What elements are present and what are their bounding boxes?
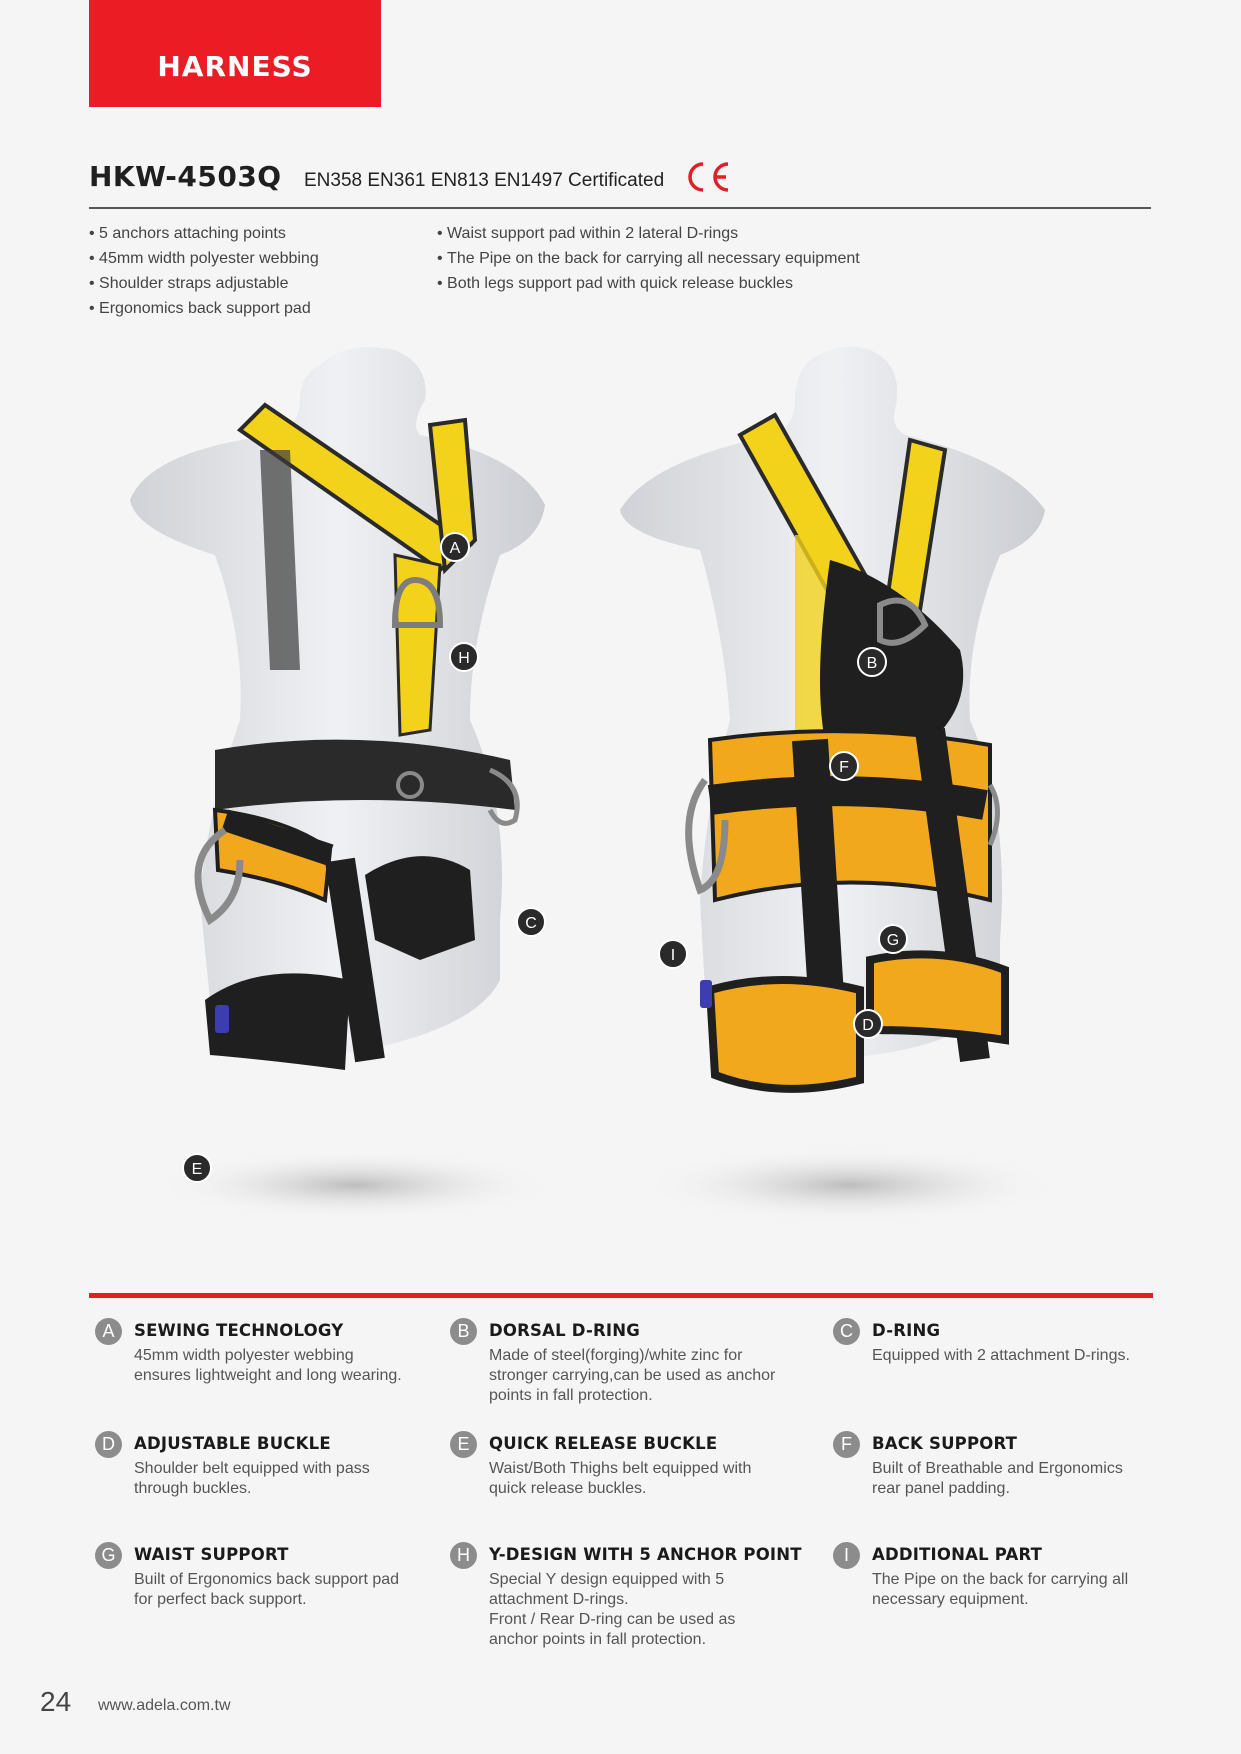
part-description: The Pipe on the back for carrying all necessary equipment. (872, 1571, 1129, 1608)
part-letter-badge: H (450, 1542, 477, 1569)
part-description: Made of steel(forging)/white zinc for stronger carrying,can be used as anchor points in fall protection. (489, 1347, 776, 1404)
callout-letter: G (886, 932, 900, 949)
model-number: HKW-4503Q (89, 160, 282, 193)
part-description: Equipped with 2 attachment D-rings. (872, 1347, 1130, 1364)
feature-list-left (89, 221, 319, 321)
part-title: D-RING (872, 1321, 941, 1340)
feature-item: • The Pipe on the back for carrying all necessary equipment (437, 246, 860, 271)
callout-letter: B (866, 655, 878, 672)
feature-item: • Ergonomics back support pad (89, 296, 319, 321)
part-letter-badge: I (833, 1542, 860, 1569)
part-description: Waist/Both Thighs belt equipped with quick release buckles. (489, 1460, 752, 1497)
section-title: HARNESS (157, 50, 313, 83)
callout-marker-g (879, 925, 907, 953)
back-harness-view (620, 347, 1060, 1223)
harness-product-photos (0, 340, 1241, 1260)
section-divider (89, 1293, 1153, 1298)
callout-letter: A (449, 540, 461, 557)
feature-item: • Both legs support pad with quick release buckles (437, 271, 860, 296)
callout-marker-c (517, 908, 545, 936)
callout-letter: I (670, 947, 676, 964)
part-letter-badge: B (450, 1318, 477, 1345)
callout-letter: H (458, 650, 470, 667)
part-title: DORSAL D-RING (489, 1321, 640, 1340)
callout-marker-d (854, 1010, 882, 1038)
part-title: ADDITIONAL PART (872, 1545, 1043, 1564)
callout-marker-e (183, 1154, 211, 1182)
feature-item: • Shoulder straps adjustable (89, 271, 319, 296)
callout-marker-h (450, 643, 478, 671)
part-letter-badge: G (95, 1542, 122, 1569)
part-title: QUICK RELEASE BUCKLE (489, 1434, 718, 1453)
callout-letter: E (191, 1161, 203, 1178)
feature-item: • Waist support pad within 2 lateral D-rings (437, 221, 860, 246)
part-letter-badge: D (95, 1431, 122, 1458)
callout-letter: D (862, 1017, 874, 1034)
part-title: WAIST SUPPORT (134, 1545, 289, 1564)
ce-mark-icon (684, 158, 732, 196)
feature-list-right (437, 221, 860, 296)
part-letter-badge: C (833, 1318, 860, 1345)
part-description: Built of Breathable and Ergonomics rear panel padding. (872, 1460, 1123, 1497)
part-letter-badge: F (833, 1431, 860, 1458)
header-divider (89, 207, 1151, 209)
callout-marker-a (441, 533, 469, 561)
callout-marker-b (858, 648, 886, 676)
part-title: SEWING TECHNOLOGY (134, 1321, 344, 1340)
part-description: Built of Ergonomics back support pad for perfect back support. (134, 1571, 400, 1608)
website-link[interactable]: www.adela.com.tw (98, 1697, 231, 1714)
feature-item: • 5 anchors attaching points (89, 221, 319, 246)
part-description: Shoulder belt equipped with pass through buckles. (134, 1460, 370, 1497)
part-description: 45mm width polyester webbing ensures lightweight and long wearing. (134, 1347, 402, 1384)
callout-letter: F (839, 759, 849, 776)
front-harness-view (130, 347, 555, 1220)
callout-marker-i (659, 940, 687, 968)
feature-item: • 45mm width polyester webbing (89, 246, 319, 271)
part-title: BACK SUPPORT (872, 1434, 1018, 1453)
part-title: Y-DESIGN WITH 5 ANCHOR POINT (489, 1545, 802, 1564)
callout-marker-f (830, 752, 858, 780)
part-description: Special Y design equipped with 5 attachment D-rings. Front / Rear D-ring can be used as anchor points in fall protection. (489, 1571, 736, 1648)
page-number: 24 (40, 1686, 72, 1717)
certification-text: EN358 EN361 EN813 EN1497 Certificated (304, 170, 665, 191)
callout-letter: C (525, 915, 537, 932)
part-letter-badge: A (95, 1318, 122, 1345)
part-title: ADJUSTABLE BUCKLE (134, 1434, 331, 1453)
section-banner (89, 0, 381, 107)
part-letter-badge: E (450, 1431, 477, 1458)
